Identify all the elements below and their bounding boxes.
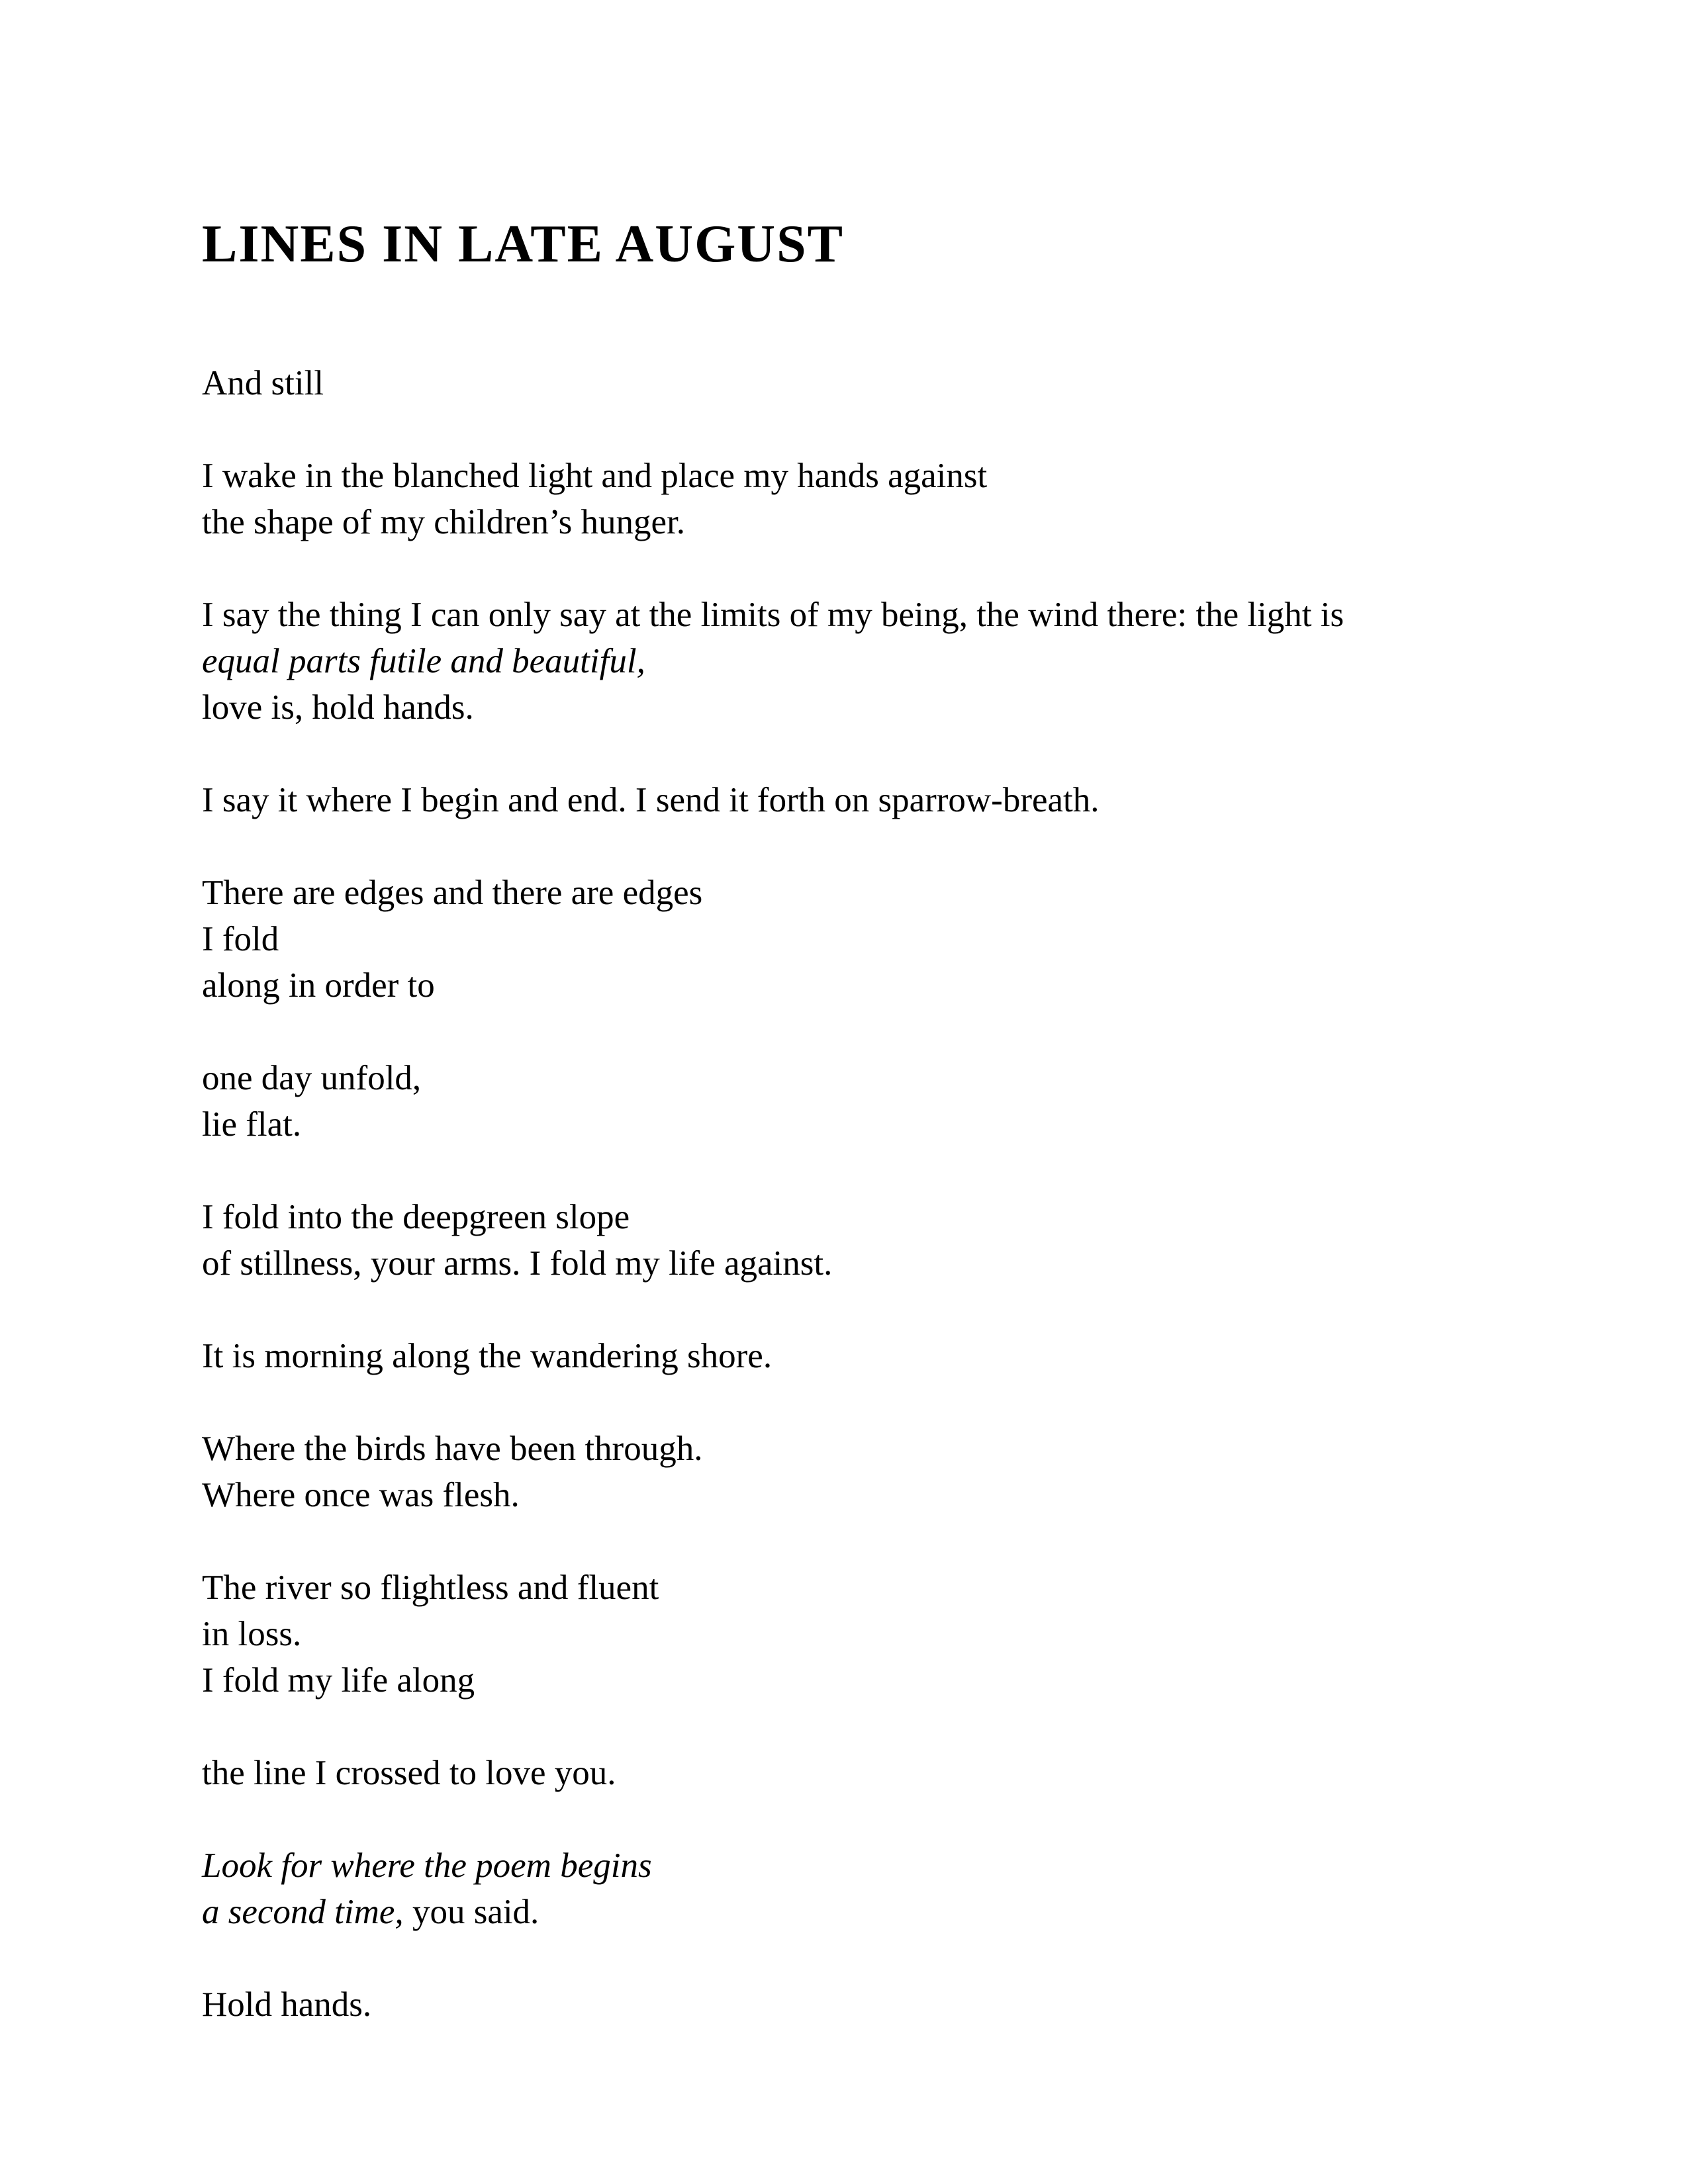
poem-text-italic: equal parts futile and beautiful,	[202, 642, 645, 680]
poem-text: along in order to	[202, 966, 435, 1005]
poem-line	[202, 1194, 1532, 1240]
poem-line	[202, 1333, 1532, 1379]
poem-text: Where the birds have been through.	[202, 1430, 703, 1468]
poem-line	[202, 870, 1532, 916]
poem-text: The river so flightless and fluent	[202, 1569, 659, 1607]
poem-line	[202, 360, 1532, 406]
poem-text-italic: a second time,	[202, 1893, 404, 1931]
poem-line	[202, 592, 1532, 638]
poem-text: I say the thing I can only say at the limits of my being, the wind there: the light is	[202, 596, 1344, 634]
stanza	[202, 1055, 1532, 1148]
poem-text: the line I crossed to love you.	[202, 1754, 616, 1792]
stanza	[202, 1333, 1532, 1379]
poem-line	[202, 916, 1532, 962]
poem-line	[202, 499, 1532, 545]
poem-text: Where once was flesh.	[202, 1476, 520, 1514]
poem-text: in loss.	[202, 1615, 302, 1653]
poem-line	[202, 1472, 1532, 1518]
poem-line	[202, 1426, 1532, 1472]
poem-line	[202, 962, 1532, 1009]
poem-text: of stillness, your arms. I fold my life against.	[202, 1244, 833, 1283]
poem-text-italic: Look for where the poem begins	[202, 1846, 652, 1885]
poem-line	[202, 1240, 1532, 1287]
stanza	[202, 1426, 1532, 1518]
poem-text: I wake in the blanched light and place my hands against	[202, 457, 988, 495]
poem-text: lie flat.	[202, 1105, 302, 1144]
poem-text: It is morning along the wandering shore.	[202, 1337, 773, 1375]
stanza	[202, 453, 1532, 545]
poem-line	[202, 777, 1532, 823]
poem-line	[202, 1981, 1532, 2028]
poem-text: one day unfold,	[202, 1059, 422, 1097]
poem-line	[202, 453, 1532, 499]
poem-line	[202, 1657, 1532, 1704]
poem-text: And still	[202, 364, 324, 402]
stanza	[202, 1565, 1532, 1704]
poem-text: Hold hands.	[202, 1985, 372, 2024]
stanza	[202, 1981, 1532, 2028]
stanza	[202, 1750, 1532, 1796]
poem-title: LINES IN LATE AUGUST	[202, 215, 844, 273]
poem-line	[202, 1101, 1532, 1148]
poem-line	[202, 638, 1532, 684]
poem-line	[202, 1750, 1532, 1796]
poem-line	[202, 1055, 1532, 1101]
poem-text: love is, hold hands.	[202, 688, 474, 727]
stanza	[202, 870, 1532, 1009]
stanza	[202, 360, 1532, 406]
poem-body	[202, 360, 1532, 2074]
poem-line	[202, 684, 1532, 731]
poem-line	[202, 1565, 1532, 1611]
stanza	[202, 777, 1532, 823]
poem-text: I say it where I begin and end. I send it forth on sparrow-breath.	[202, 781, 1100, 819]
stanza	[202, 1843, 1532, 1935]
stanza	[202, 592, 1532, 731]
poem-line	[202, 1889, 1532, 1935]
stanza	[202, 1194, 1532, 1287]
poem-line	[202, 1843, 1532, 1889]
poem-line	[202, 1611, 1532, 1657]
poem-text: I fold into the deepgreen slope	[202, 1198, 630, 1236]
poem-text: you said.	[403, 1893, 539, 1931]
poem-text: I fold	[202, 920, 279, 958]
poem-text: the shape of my children’s hunger.	[202, 503, 686, 541]
poem-text: I fold my life along	[202, 1661, 475, 1700]
poem-text: There are edges and there are edges	[202, 874, 703, 912]
